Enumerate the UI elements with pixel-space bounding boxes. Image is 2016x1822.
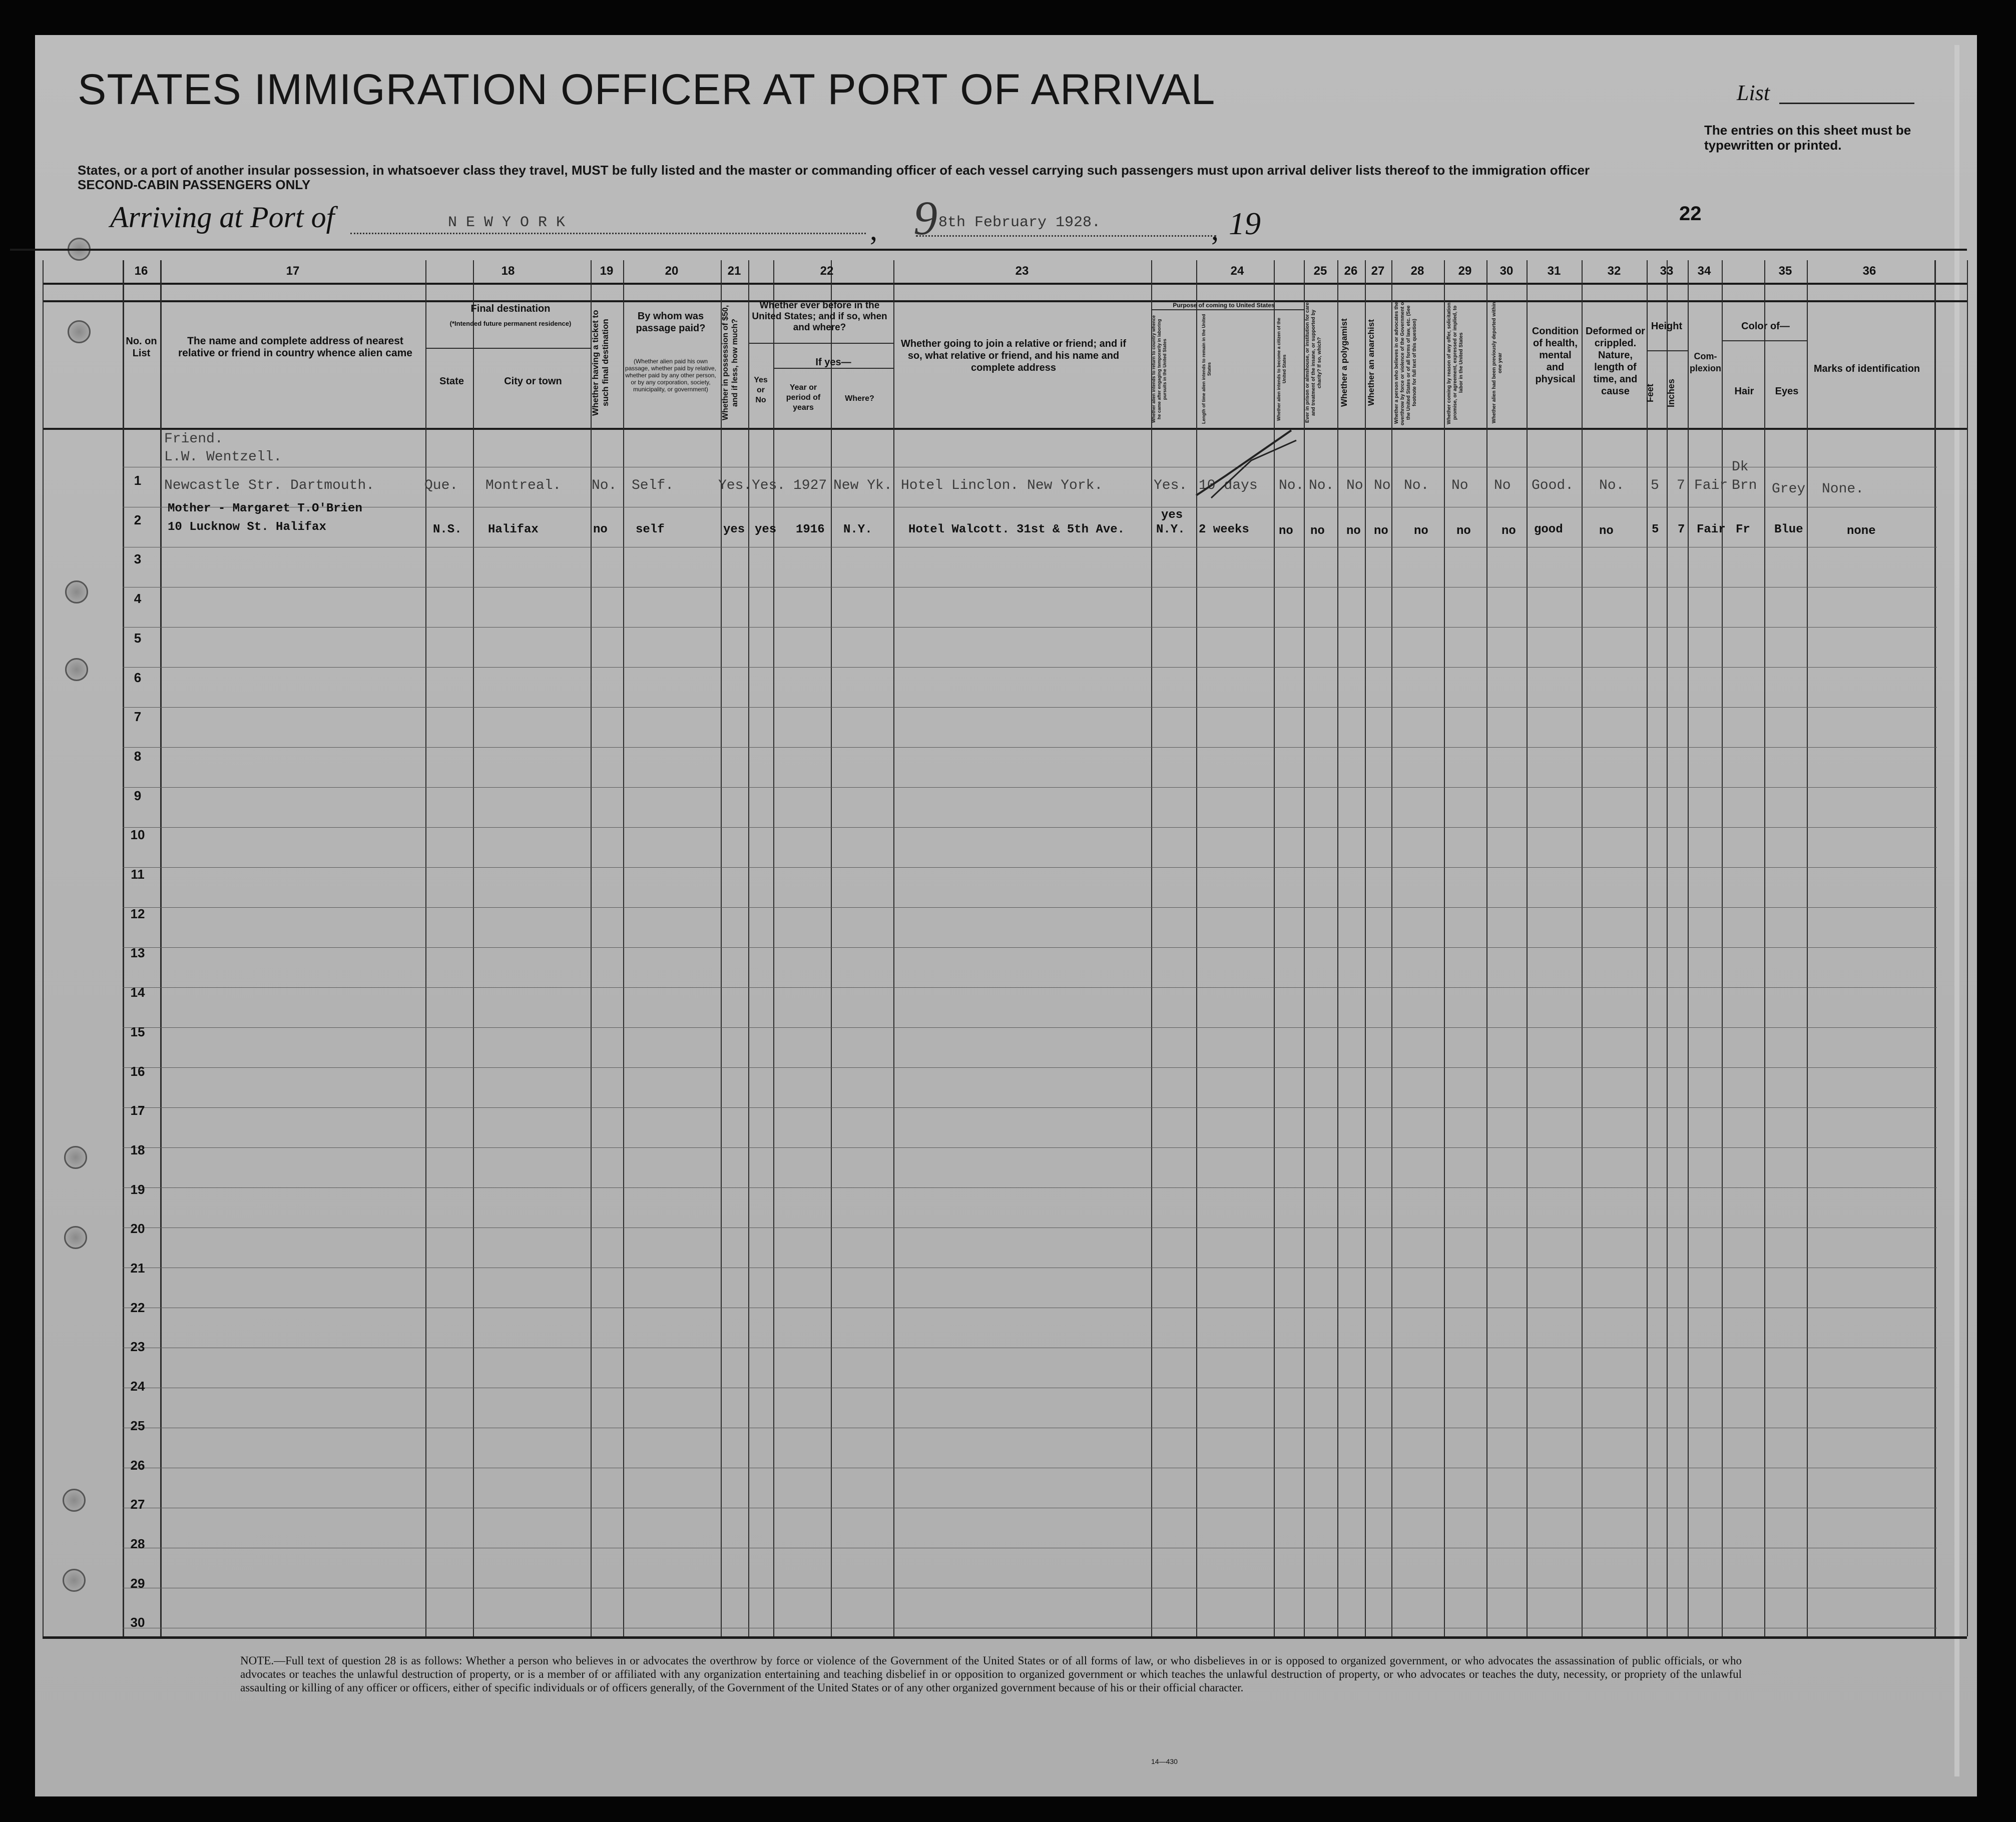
row2-overthrow: no — [1414, 524, 1428, 538]
grid-line — [1967, 260, 1968, 1636]
row2-purpose-line2: N.Y. — [1156, 523, 1185, 536]
grid-line — [123, 907, 1937, 908]
grid-line — [123, 747, 1937, 748]
typewritten-note: The entries on this sheet must be typewritten or printed. — [1704, 123, 1911, 153]
header-no-on-list: No. on List — [126, 336, 157, 359]
row-number: 7 — [134, 709, 142, 725]
row-number: 25 — [130, 1418, 145, 1433]
cabin-class-label: SECOND-CABIN PASSENGERS ONLY — [78, 177, 311, 192]
row2-health: good — [1534, 523, 1563, 536]
column-number: 16 — [134, 264, 148, 278]
row-number: 21 — [130, 1261, 145, 1276]
row1-complexion: Fair — [1694, 478, 1728, 493]
column-number: 22 — [820, 264, 834, 278]
row-number: 6 — [134, 670, 142, 685]
punch-hole — [64, 1226, 87, 1249]
row-number: 10 — [130, 827, 145, 843]
row-number: 2 — [134, 512, 142, 527]
row1-joining: Hotel Linclon. New York. — [901, 478, 1103, 493]
row1-paid-by: Self. — [632, 478, 674, 493]
column-number: 21 — [727, 264, 741, 278]
grid-line — [123, 1107, 1937, 1108]
row-number: 26 — [130, 1457, 145, 1473]
grid-line — [425, 348, 591, 349]
row1-deformed: No. — [1599, 478, 1625, 493]
header-feet: Feet — [1645, 383, 1655, 402]
row2-state: N.S. — [433, 523, 462, 536]
row2-feet: 5 — [1652, 523, 1659, 536]
row-number: 18 — [130, 1142, 145, 1157]
header-relative-address: The name and complete address of nearest relative or friend in country whence alien came — [178, 335, 412, 359]
column-number: 23 — [1015, 264, 1029, 278]
row2-has-50: yes — [723, 523, 745, 536]
grid-line — [748, 343, 893, 344]
punch-hole — [68, 320, 91, 343]
punch-hole — [64, 1146, 87, 1169]
row1-relative-line3: Newcastle Str. Dartmouth. — [164, 478, 375, 493]
row-number: 24 — [130, 1379, 145, 1394]
header-purpose-return: Whether alien intends to return to country whence he came after engaging temporarily in laboring pursuits in the United States — [1151, 315, 1167, 423]
header-length-of-time: Length of time alien intends to remain in the United States — [1201, 314, 1212, 424]
row-number: 13 — [130, 945, 145, 961]
header-contract-labor: Whether coming by reason of any offer, solicitation, promise, or agreement, expressed or implied, to labor in the United States — [1446, 301, 1464, 425]
row1-deported: No — [1494, 478, 1511, 493]
row1-feet: 5 — [1651, 478, 1659, 493]
row2-marks: none — [1847, 524, 1876, 538]
row-number: 30 — [130, 1615, 145, 1630]
grid-line — [123, 787, 1937, 788]
grid-line — [123, 987, 1937, 988]
row2-length: 2 weeks — [1199, 523, 1249, 536]
row2-ticket: no — [593, 523, 608, 536]
column-number: 35 — [1778, 264, 1792, 278]
header-purpose: Purpose of coming to United States — [1173, 302, 1275, 309]
row1-ever-before: Yes. — [752, 478, 786, 493]
row2-eyes: Blue — [1774, 523, 1803, 536]
header-ticket: Whether having a ticket to such final destination — [591, 310, 610, 416]
grid-line — [123, 827, 1937, 828]
grid-line — [1647, 350, 1688, 351]
grid-line — [123, 707, 1937, 708]
row-number: 20 — [130, 1221, 145, 1237]
row2-prison: no — [1310, 524, 1325, 538]
row-number: 12 — [130, 906, 145, 921]
arriving-label: Arriving at Port of — [110, 201, 335, 234]
row1-relative-line1: Friend. — [164, 431, 223, 447]
header-city: City or town — [504, 376, 562, 387]
column-number: 26 — [1344, 264, 1358, 278]
row-number: 5 — [134, 630, 142, 646]
row2-anarchist: no — [1374, 524, 1388, 538]
page-number: 22 — [1679, 203, 1702, 225]
date-line — [916, 235, 1216, 237]
row2-inches: 7 — [1678, 523, 1685, 536]
header-eyes: Eyes — [1775, 386, 1799, 397]
header-deformed: Deformed or crippled. Nature, length of time, and cause — [1586, 326, 1645, 397]
row1-year: 1927 — [793, 478, 827, 493]
port-value: N E W Y O R K — [448, 214, 566, 231]
header-possession-50: Whether in possession of $50, and if less, how much? — [721, 305, 739, 421]
row-number: 19 — [130, 1181, 145, 1197]
grid-line — [10, 249, 1967, 251]
grid-line — [123, 627, 1937, 628]
grid-line — [43, 300, 1967, 302]
row1-overthrow: No. — [1404, 478, 1429, 493]
row1-hair-line2: Brn — [1732, 478, 1757, 493]
grid-line — [43, 1636, 1967, 1639]
port-line — [350, 233, 866, 234]
header-yes-or-no: Yes or No — [754, 376, 768, 404]
header-condition-health: Condition of health, mental and physical — [1532, 326, 1579, 385]
row1-eyes: Grey — [1772, 481, 1806, 497]
row2-city: Halifax — [488, 523, 539, 536]
row2-deformed: no — [1599, 524, 1614, 538]
row2-year: 1916 — [796, 523, 825, 536]
row-number: 27 — [130, 1497, 145, 1512]
row-number: 14 — [130, 985, 145, 1000]
row2-relative-line2: 10 Lucknow St. Halifax — [168, 520, 326, 534]
row-number: 16 — [130, 1063, 145, 1079]
row1-inches: 7 — [1677, 478, 1685, 493]
grid-line — [43, 260, 44, 1636]
grid-line — [123, 1147, 1937, 1148]
column-number: 25 — [1313, 264, 1327, 278]
row1-has-50: Yes. — [718, 478, 752, 493]
header-intends-citizen: Whether alien intends to become a citizen of the United States — [1276, 317, 1287, 421]
header-anarchist: Whether an anarchist — [1366, 319, 1376, 406]
header-polygamist: Whether a polygamist — [1339, 318, 1349, 407]
column-number: 20 — [665, 264, 679, 278]
row1-ticket: No. — [592, 478, 617, 493]
header-marks: Marks of identification — [1813, 363, 1920, 374]
header-ever-before: Whether ever before in the United States; and if so, when and where? — [752, 300, 887, 333]
row2-purpose-line1: yes — [1161, 508, 1183, 522]
row2-joining: Hotel Walcott. 31st & 5th Ave. — [908, 523, 1125, 536]
row1-hair-line1: Dk — [1732, 459, 1749, 475]
header-color-of: Color of— — [1741, 321, 1790, 332]
row-number: 29 — [130, 1575, 145, 1591]
header-state: State — [439, 376, 464, 387]
row1-where: New Yk. — [833, 478, 892, 493]
column-number: 29 — [1458, 264, 1472, 278]
grid-line — [123, 1067, 1937, 1068]
header-if-yes: If yes— — [815, 357, 851, 368]
punch-hole — [65, 658, 88, 681]
header-ever-in-prison: Ever in prison or almshouse, or institution for care and treatment of the insane, or supported by charity? If so, which? — [1305, 302, 1322, 423]
row-number: 22 — [130, 1300, 145, 1315]
grid-line — [1722, 340, 1807, 341]
row1-health: Good. — [1532, 478, 1574, 493]
header-joining-relative: Whether going to join a relative or friend; and if so, what relative or friend, and his name and complete address — [900, 338, 1127, 373]
header-final-destination-note: (*Intended future permanent residence) — [449, 320, 572, 327]
header-inches: Inches — [1666, 378, 1676, 407]
grid-line — [123, 947, 1937, 948]
date-typed: 8th February 1928. — [938, 214, 1101, 231]
row1-anarchist: No — [1374, 478, 1391, 493]
manifest-sheet — [35, 35, 1977, 1796]
row1-prison: No. — [1309, 478, 1334, 493]
footnote: NOTE.—Full text of question 28 is as follows: Whether a person who believes in or advocates the overthrow by force or violence of the Government of the United States or of all forms of law, or who disbelieves in or is opposed to organized government, or who advocates the assassination of public officials, or who advocates or teaches the unlawful destruction of property, or is a member of or affiliated with any organization entertaining and teaching disbelief in or opposition to organized government or which teaches the unlawful destruction of property, or who advocates or teaches the duty, necessity, or propriety of the unlawful assaulting or killing of any officer or officers, either of specific individuals or of officers generally, of the Government of the United States or of any other organized government because of his or their official character. — [240, 1654, 1742, 1694]
row1-length: 10 days — [1199, 478, 1258, 493]
row-number: 11 — [131, 867, 145, 882]
row-number: 1 — [134, 473, 142, 488]
column-number: 24 — [1230, 264, 1244, 278]
column-number: 30 — [1499, 264, 1514, 278]
column-number: 36 — [1862, 264, 1876, 278]
row2-polygamist: no — [1346, 524, 1361, 538]
header-by-whom-note: (Whether alien paid his own passage, whether paid by relative, whether paid by any other person, or by any corporation, society, municipality, or government) — [625, 358, 717, 393]
column-number: 34 — [1697, 264, 1711, 278]
grid-line — [43, 428, 1967, 430]
row2-paid-by: self — [636, 523, 665, 536]
grid-line — [43, 283, 1967, 285]
list-label: List — [1737, 81, 1770, 105]
row-number: 8 — [134, 748, 142, 764]
punch-hole — [63, 1569, 86, 1592]
row1-relative-line2: L.W. Wentzell. — [164, 449, 282, 465]
column-number: 18 — [501, 264, 515, 278]
header-hair: Hair — [1734, 386, 1754, 397]
column-number: 27 — [1371, 264, 1385, 278]
header-overthrow: Whether a person who believes in or advocates the overthrow by force or violence of the Government of the United States or of all forms of law, etc. (See footnote for full text of this question) — [1394, 300, 1417, 425]
column-number: 32 — [1607, 264, 1621, 278]
row2-citizen: no — [1279, 524, 1293, 538]
grid-line — [123, 867, 1937, 868]
grid-line — [123, 1187, 1937, 1188]
row2-ever-before: yes — [755, 523, 777, 536]
column-number: 31 — [1547, 264, 1561, 278]
row-number: 23 — [130, 1339, 145, 1355]
row-number: 4 — [134, 591, 142, 606]
form-number: 14—430 — [1151, 1757, 1178, 1765]
row-number: 9 — [134, 788, 142, 803]
instruction-text: States, or a port of another insular possession, in whatsoever class they travel, MUST be fully listed and the master or commanding officer of each vessel carrying such passengers must upon arrival deliver lists thereof to the immigration officer — [78, 163, 1590, 178]
date-handwritten: 9 — [913, 191, 937, 245]
row1-city: Montreal. — [485, 478, 562, 493]
header-year-period: Year or period of years — [786, 383, 821, 412]
row1-purpose: Yes. — [1154, 478, 1188, 493]
row-number: 17 — [130, 1103, 145, 1118]
column-number: 17 — [286, 264, 300, 278]
row2-where: N.Y. — [843, 523, 872, 536]
row2-deported: no — [1501, 524, 1516, 538]
row2-contract: no — [1456, 524, 1471, 538]
handwritten-checkmark — [1191, 425, 1306, 505]
row-number: 15 — [130, 1024, 145, 1039]
header-deported: Whether alien had been previously deported within one year — [1491, 302, 1503, 424]
header-where: Where? — [845, 394, 874, 403]
header-complexion: Com-plexion — [1689, 351, 1721, 373]
grid-line — [123, 667, 1937, 668]
year-prefix: 19 — [1229, 206, 1261, 241]
comma: , — [870, 213, 877, 246]
row2-hair: Fr — [1736, 523, 1750, 536]
row1-state: Que. — [424, 478, 458, 493]
grid-line — [123, 1027, 1937, 1028]
row-number: 28 — [130, 1536, 145, 1551]
punch-hole — [65, 580, 88, 603]
list-number-line — [1779, 103, 1914, 104]
page-title: STATES IMMIGRATION OFFICER AT PORT OF ARRIVAL — [78, 66, 1216, 114]
header-by-whom-paid: By whom was passage paid? — [636, 311, 706, 334]
punch-hole — [63, 1489, 86, 1512]
sheet-edge — [1954, 45, 1959, 1776]
row1-citizen: No. — [1279, 478, 1304, 493]
column-number: 33 — [1660, 264, 1674, 278]
column-number: 28 — [1410, 264, 1424, 278]
column-number: 19 — [600, 264, 614, 278]
header-height: Height — [1651, 321, 1683, 332]
row2-relative-line1: Mother - Margaret T.O'Brien — [168, 502, 362, 515]
row1-marks: None. — [1822, 481, 1864, 497]
header-final-destination: Final destination — [470, 303, 551, 314]
row-number: 3 — [134, 551, 142, 567]
comma: , — [1211, 213, 1219, 246]
row2-complexion: Fair — [1697, 523, 1726, 536]
row1-polygamist: No — [1346, 478, 1363, 493]
row1-contract: No — [1451, 478, 1468, 493]
